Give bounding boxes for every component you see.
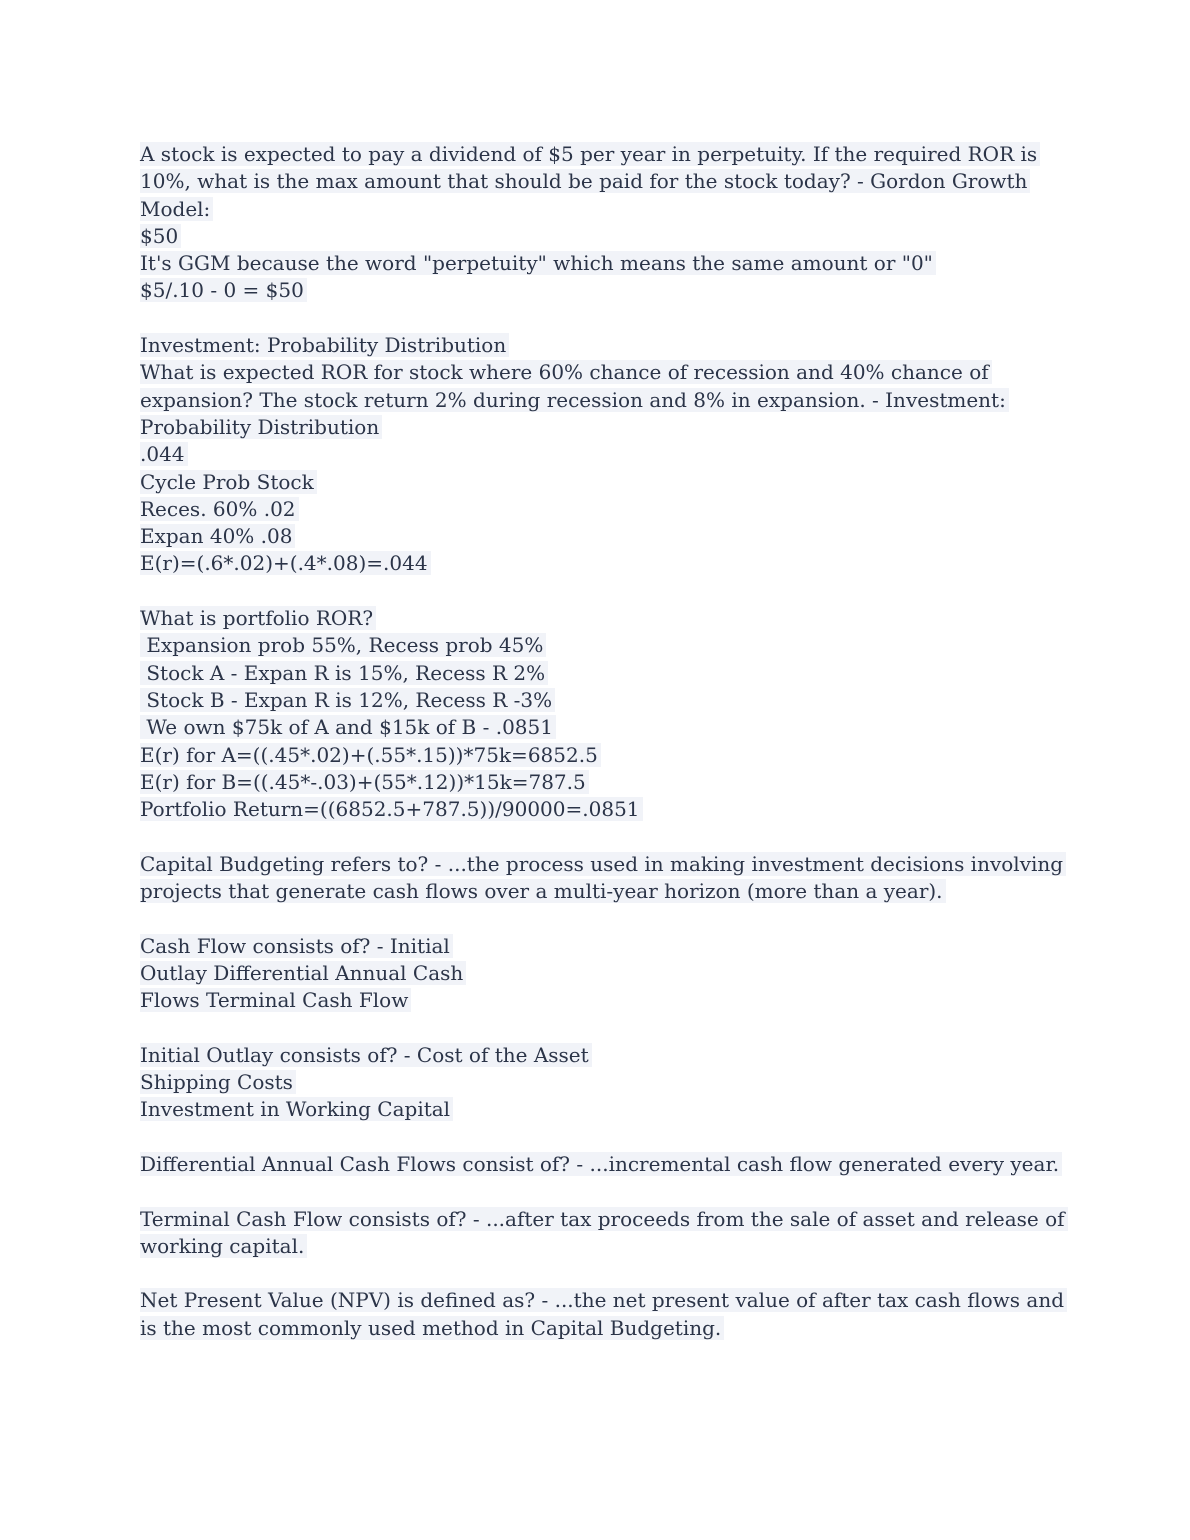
table-row-line: Reces. 60% .02	[140, 497, 299, 521]
text-line: What is portfolio ROR?	[140, 606, 376, 630]
document-page	[140, 141, 1065, 1369]
text-line: Stock B - Expan R is 12%, Recess R -3%	[140, 688, 555, 712]
terminal-cash-flow	[140, 1206, 1065, 1261]
formula-line: E(r) for B=((.45*-.03)+(55*.12))*15k=787.5	[140, 770, 589, 794]
text-line: working capital.	[140, 1234, 307, 1258]
text-line: We own $75k of A and $15k of B - .0851	[140, 715, 556, 739]
section-heading: Investment: Probability Distribution	[140, 333, 509, 357]
text-line: 10%, what is the max amount that should be paid for the stock today? - Gordon Growth	[140, 169, 1030, 193]
text-line: Terminal Cash Flow consists of? - ...after tax proceeds from the sale of asset and release of	[140, 1207, 1068, 1231]
portfolio-ror-question	[140, 605, 1040, 823]
formula-line: E(r)=(.6*.02)+(.4*.08)=.044	[140, 551, 431, 575]
probability-distribution-question	[140, 332, 1040, 578]
text-line: Flows Terminal Cash Flow	[140, 988, 411, 1012]
text-line: Model:	[140, 197, 213, 221]
answer-line: $50	[140, 224, 181, 248]
text-line: Expansion prob 55%, Recess prob 45%	[140, 633, 546, 657]
npv-definition	[140, 1287, 1065, 1342]
text-line: expansion? The stock return 2% during recession and 8% in expansion. - Investment:	[140, 388, 1009, 412]
formula-line: Portfolio Return=((6852.5+787.5))/90000=.0851	[140, 797, 643, 821]
text-line: A stock is expected to pay a dividend of $5 per year in perpetuity. If the required ROR is	[140, 142, 1040, 166]
text-line: It's GGM because the word "perpetuity" which means the same amount or "0"	[140, 251, 936, 275]
text-line: Stock A - Expan R is 15%, Recess R 2%	[140, 661, 548, 685]
text-line: Differential Annual Cash Flows consist of? - ...incremental cash flow generated every year.	[140, 1152, 1062, 1176]
text-line: Outlay Differential Annual Cash	[140, 961, 466, 985]
text-line: Net Present Value (NPV) is defined as? - ...the net present value of after tax cash flows and	[140, 1288, 1067, 1312]
text-line: Capital Budgeting refers to? - ...the process used in making investment decisions involving	[140, 852, 1066, 876]
gordon-growth-question	[140, 141, 1040, 305]
text-line: What is expected ROR for stock where 60% chance of recession and 40% chance of	[140, 360, 992, 384]
initial-outlay-components	[140, 1042, 1040, 1124]
text-line: Shipping Costs	[140, 1070, 296, 1094]
table-header-line: Cycle Prob Stock	[140, 470, 317, 494]
text-line: Probability Distribution	[140, 415, 382, 439]
text-line: Cash Flow consists of? - Initial	[140, 934, 453, 958]
table-row-line: Expan 40% .08	[140, 524, 295, 548]
formula-line: $5/.10 - 0 = $50	[140, 278, 307, 302]
formula-line: E(r) for A=((.45*.02)+(.55*.15))*75k=6852.5	[140, 743, 601, 767]
text-line: Initial Outlay consists of? - Cost of the Asset	[140, 1043, 592, 1067]
text-line: Investment in Working Capital	[140, 1097, 453, 1121]
capital-budgeting-definition	[140, 851, 1064, 906]
text-line: is the most commonly used method in Capital Budgeting.	[140, 1316, 724, 1340]
differential-annual-cash-flows	[140, 1151, 1060, 1178]
answer-line: .044	[140, 442, 188, 466]
cash-flow-components	[140, 933, 1040, 1015]
text-line: projects that generate cash flows over a multi-year horizon (more than a year).	[140, 879, 946, 903]
